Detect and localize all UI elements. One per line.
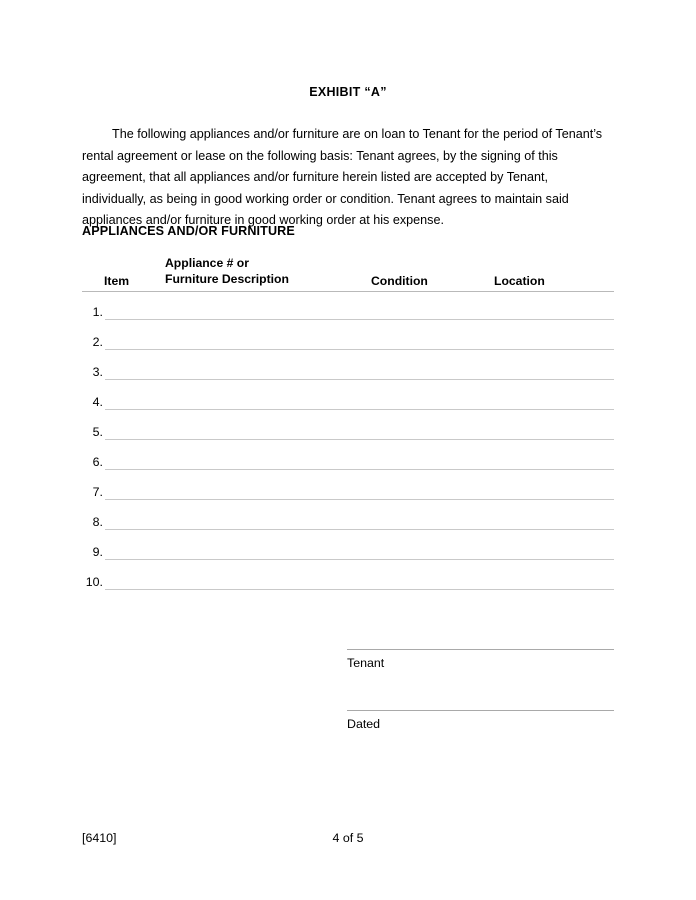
- row-number: 8.: [92, 515, 103, 529]
- table-row[interactable]: [82, 485, 614, 507]
- column-header-condition: Condition: [371, 274, 428, 288]
- table-row[interactable]: [82, 425, 614, 447]
- column-header-description-line1: Appliance # or: [165, 256, 249, 270]
- table-row[interactable]: [82, 455, 614, 477]
- table-row[interactable]: [82, 575, 614, 597]
- section-heading: APPLIANCES AND/OR FURNITURE: [82, 224, 295, 238]
- row-number: 7.: [92, 485, 103, 499]
- row-entry-line[interactable]: [105, 559, 614, 560]
- row-entry-line[interactable]: [105, 439, 614, 440]
- row-entry-line[interactable]: [105, 469, 614, 470]
- row-number: 5.: [92, 425, 103, 439]
- table-header-row: [82, 255, 614, 291]
- column-header-location: Location: [494, 274, 545, 288]
- row-entry-line[interactable]: [105, 319, 614, 320]
- row-number: 10.: [85, 575, 103, 589]
- table-row[interactable]: [82, 335, 614, 357]
- table-row[interactable]: [82, 545, 614, 567]
- table-row[interactable]: [82, 515, 614, 537]
- table-header-divider: [82, 291, 614, 292]
- column-header-item: Item: [104, 274, 130, 288]
- column-header-description-line2: Furniture Description: [165, 272, 289, 286]
- row-number: 9.: [92, 545, 103, 559]
- column-header-description: [165, 255, 289, 287]
- page-indicator: 4 of 5: [332, 831, 364, 845]
- row-entry-line[interactable]: [105, 499, 614, 500]
- row-number: 3.: [92, 365, 103, 379]
- dated-line: [347, 710, 614, 711]
- row-number: 1.: [92, 305, 103, 319]
- row-entry-line[interactable]: [105, 349, 614, 350]
- row-number: 6.: [92, 455, 103, 469]
- table-row[interactable]: [82, 365, 614, 387]
- row-entry-line[interactable]: [105, 409, 614, 410]
- form-code: [6410]: [82, 831, 117, 845]
- page-footer: [0, 831, 696, 849]
- row-number: 2.: [92, 335, 103, 349]
- row-entry-line[interactable]: [105, 379, 614, 380]
- row-number: 4.: [92, 395, 103, 409]
- tenant-signature-line: [347, 649, 614, 650]
- table-row[interactable]: [82, 395, 614, 417]
- tenant-signature-label: Tenant: [347, 656, 385, 670]
- page-title: EXHIBIT “A”: [309, 85, 387, 99]
- intro-paragraph: The following appliances and/or furniture are on loan to Tenant for the period of Tenant’s rental agreement or lease on the following basis: Tenant agrees, by the signing of this agreement, that all appliances and/or furniture herein listed are accepted by Tenant, individually, as being in good working order or condition. Tenant agrees to maintain said appliances and/or furniture in good working order at his expense.: [82, 127, 603, 227]
- row-entry-line[interactable]: [105, 529, 614, 530]
- table-row[interactable]: [82, 305, 614, 327]
- dated-label: Dated: [347, 717, 381, 731]
- row-entry-line[interactable]: [105, 589, 614, 590]
